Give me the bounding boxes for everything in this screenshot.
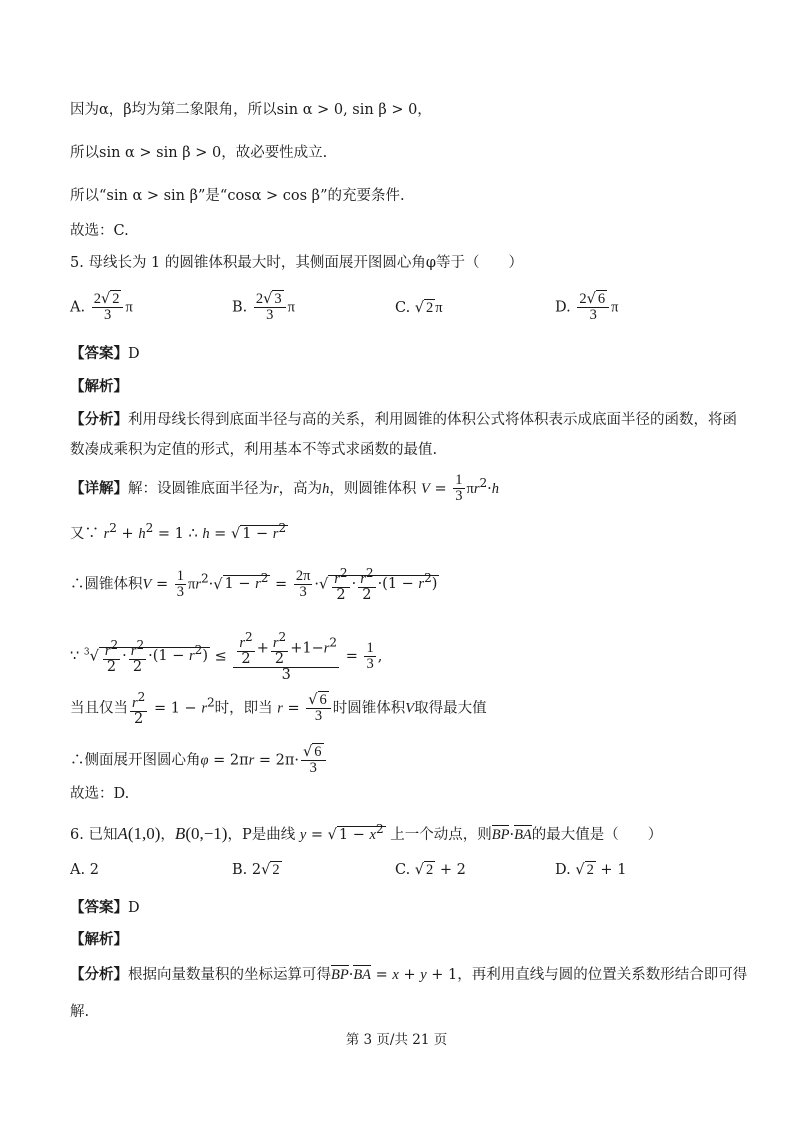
text-line: 所以sin α > sin β > 0，故必要性成立. [70, 145, 328, 161]
option-b: B. $\frac{2√ 3}{3}$ π [232, 291, 295, 323]
option-d: D. $\frac{2√ 6}{3}$ π [555, 291, 619, 323]
option-a: A. 2 [70, 862, 99, 878]
formula-line: 又∵ $r^2 + h^2 = 1$ ∴ h = √ $1 - r^2$ [70, 521, 287, 542]
formula-line: ∴侧面展开图圆心角φ = 2πr = 2π· $\frac{√ 6}{3}$ [70, 745, 328, 776]
analysis-line: 解. [70, 1004, 90, 1020]
answer-line: 【答案】D [70, 899, 140, 916]
answer-line: 【答案】D [70, 345, 140, 362]
question-5: 5. 母线长为 1 的圆锥体积最大时，其侧面展开图圆心角φ等于（ ） [70, 255, 524, 271]
text-line: 所以“sin α > sin β”是“cosα > cos β”的充要条件. [70, 188, 405, 204]
option-c: C. √ 2 π [395, 300, 443, 316]
formula-line: 当且仅当 $\frac{r^2}{2}$ = $1 - r^2$时，即当 r = $\frac{√ 6}{3}$ 时圆锥体积V取得最大值 [70, 690, 487, 727]
text-line: 因为α，β均为第二象限角，所以sin α > 0, sin β > 0， [70, 102, 432, 118]
option-d: D. √ 2 + 1 [555, 862, 627, 878]
analysis-line: 【分析】根据向量数量积的坐标运算可得BP·BA = x + y + 1，再利用直线与圆的位置关系数形结合即可得 [70, 966, 748, 983]
formula-line: ∵ $^3$√ $\frac{r^2}{2}$ · $\frac{r^2}{2}$ $\cdot(1 - r^2)$ ≤ $\frac{r^2}{2}$ + $\frac{r^2}{2}$ $+1-r^2$ 3 = $\frac{1}{3}$ , [70, 630, 383, 683]
formula-line: ∴圆锥体积V = $\frac{1}{3}$ $\pi r^2\cdot√$ $1 - r^2$ = $\frac{2\pi}{3}$ ·√ $\frac{r^2}{2}$ · $\frac{r^2}{2}$ $\cdot(1 - r^2)$ [70, 566, 438, 603]
page-footer: 第 3 页/共 21 页 [345, 1032, 448, 1048]
analysis-line: 数凑成乘积为定值的形式，利用基本不等式求函数的最值. [70, 442, 438, 458]
option-c: C. √ 2 + 2 [395, 862, 466, 878]
detail-line: 【详解】解：设圆锥底面半径为r，高为h，则圆锥体积 V = $\frac{1}{3}$ $\pi r^2\cdot h$ [70, 472, 500, 505]
option-b: B. 2√ 2 [232, 862, 280, 878]
analysis-tag: 【解析】 [70, 378, 128, 395]
option-a: A. $\frac{2√ 2}{3}$ π [70, 291, 133, 323]
analysis-tag: 【解析】 [70, 931, 128, 948]
text-line: 故选：C. [70, 223, 129, 239]
question-6: 6. 已知A(1,0)，B(0,−1)，P是曲线 y = √ $1 - x^2$ 上一个动点，则BP·BA的最大值是（ ） [70, 822, 663, 843]
text-line: 故选：D. [70, 786, 130, 802]
analysis-line: 【分析】利用母线长得到底面半径与高的关系，利用圆锥的体积公式将体积表示成底面半径的函数，将函 [70, 411, 737, 428]
